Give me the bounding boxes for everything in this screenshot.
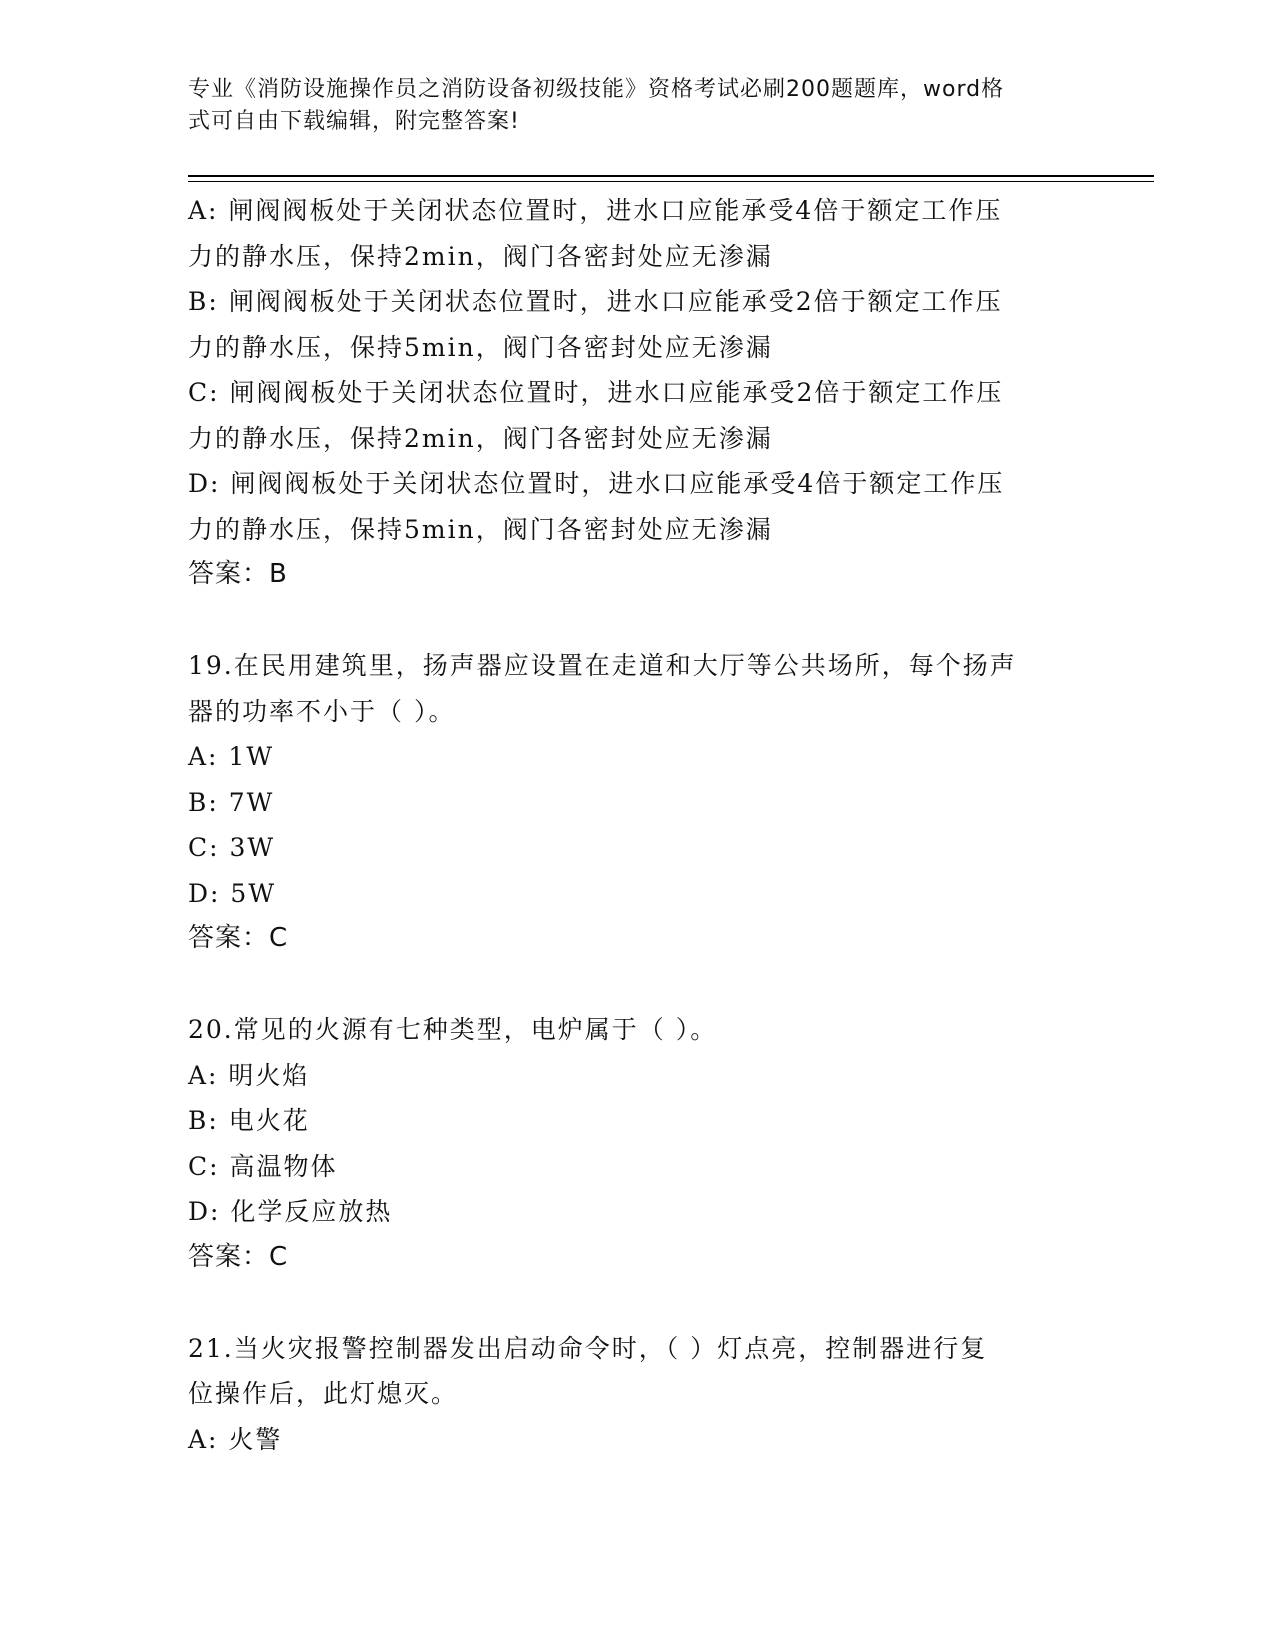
option-d: D: 化学反应放热 — [188, 1197, 393, 1226]
document-header — [188, 74, 1078, 138]
option-a: A: 明火焰 — [188, 1060, 310, 1090]
option-d: D: 5W — [188, 878, 277, 908]
option-a: A: 火警 — [188, 1424, 283, 1454]
header-divider-thin — [188, 181, 1154, 182]
option-b: B: 电火花 — [188, 1106, 310, 1135]
question-21 — [188, 1326, 1088, 1463]
spacer — [188, 1280, 1088, 1326]
option-text-line: C: 闸阀阀板处于关闭状态位置时，进水口应能承受2倍于额定工作压 — [188, 378, 1004, 407]
option-text-line: 力的静水压，保持2min，阀门各密封处应无渗漏 — [188, 241, 773, 271]
option-text-line: 力的静水压，保持5min，阀门各密封处应无渗漏 — [188, 514, 773, 544]
option-a: A: 1W — [188, 742, 275, 771]
question-text-line: 19.在民用建筑里，扬声器应设置在走道和大厅等公共场所，每个扬声 — [188, 651, 1017, 680]
answer: 答案：C — [188, 1241, 289, 1272]
option-b: B: 7W — [188, 787, 275, 817]
option-a — [188, 188, 1088, 279]
option-d — [188, 461, 1088, 552]
option-b — [188, 279, 1088, 370]
header-divider-thick — [188, 175, 1154, 177]
question-list — [188, 188, 1088, 1462]
option-text-line: 力的静水压，保持5min，阀门各密封处应无渗漏 — [188, 332, 773, 362]
spacer — [188, 962, 1088, 1008]
answer: 答案：C — [188, 923, 289, 953]
option-c — [188, 370, 1088, 461]
question-text-line: 位操作后，此灯熄灭。 — [188, 1379, 459, 1408]
header-line-2: 式可自由下载编辑，附完整答案! — [188, 109, 520, 134]
question-text-line: 20.常见的火源有七种类型，电炉属于（ ）。 — [188, 1015, 718, 1044]
question-18 — [188, 188, 1088, 598]
option-text-line: B: 闸阀阀板处于关闭状态位置时，进水口应能承受2倍于额定工作压 — [188, 287, 1003, 316]
option-c: C: 高温物体 — [188, 1151, 338, 1181]
question-text-line: 器的功率不小于（ ）。 — [188, 696, 456, 726]
question-19 — [188, 643, 1088, 962]
answer: 答案：B — [188, 559, 288, 589]
option-c: C: 3W — [188, 833, 276, 862]
option-text-line: A: 闸阀阀板处于关闭状态位置时，进水口应能承受4倍于额定工作压 — [188, 196, 1003, 225]
spacer — [188, 598, 1088, 644]
option-text-line: 力的静水压，保持2min，阀门各密封处应无渗漏 — [188, 423, 773, 453]
question-20 — [188, 1007, 1088, 1280]
question-text-line: 21.当火灾报警控制器发出启动命令时，（ ）灯点亮，控制器进行复 — [188, 1333, 988, 1363]
header-line-1: 专业《消防设施操作员之消防设备初级技能》资格考试必刷200题题库，word格 — [188, 77, 1005, 102]
option-text-line: D: 闸阀阀板处于关闭状态位置时，进水口应能承受4倍于额定工作压 — [188, 469, 1005, 498]
